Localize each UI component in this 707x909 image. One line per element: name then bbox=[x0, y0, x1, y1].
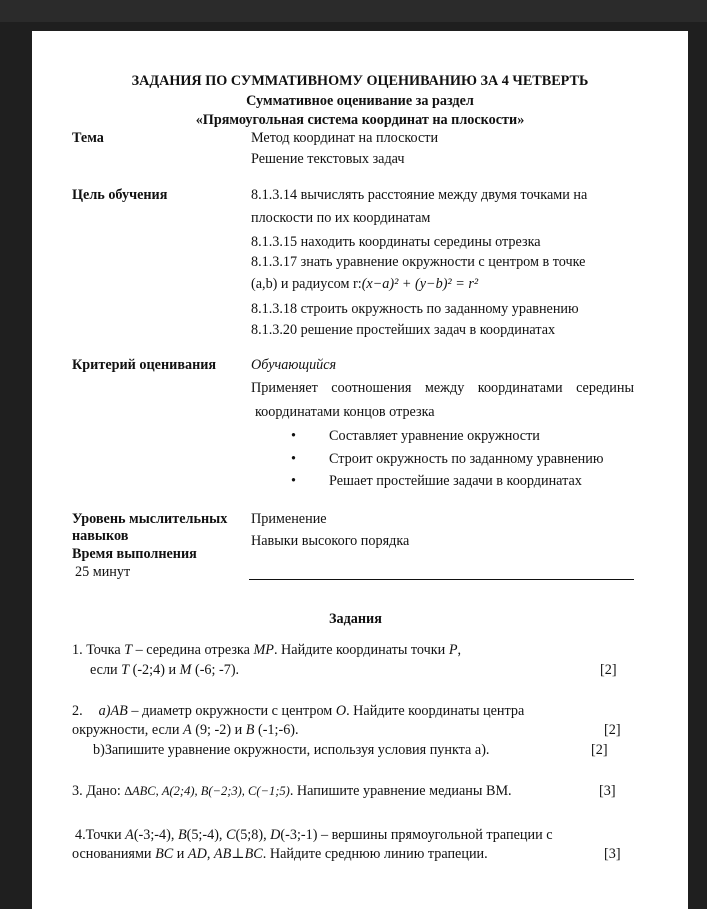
goal-1b: плоскости по их координатам bbox=[251, 210, 431, 226]
criteria-intro: Обучающийся bbox=[251, 357, 337, 373]
goal-label: Цель обучения bbox=[72, 187, 168, 203]
criteria-label: Критерий оценивания bbox=[72, 357, 217, 373]
criteria-bullet-2: Строит окружность по заданному уравнению bbox=[329, 451, 604, 467]
task-1-text: . Найдите координаты точки bbox=[273, 642, 449, 658]
time-label: Время выполнения bbox=[72, 546, 197, 562]
point-B: B bbox=[245, 722, 255, 738]
task-4-text: основаниями bbox=[72, 846, 156, 862]
point-T: T bbox=[121, 662, 130, 678]
task-4-score: [3] bbox=[604, 846, 621, 862]
criteria-line-2: координатами концов отрезка bbox=[255, 404, 435, 420]
task-1-text: – середина отрезка bbox=[132, 642, 254, 658]
task-2-text: (9; -2) и bbox=[191, 722, 246, 738]
doc-subtitle: Суммативное оценивание за раздел bbox=[246, 93, 474, 109]
task-3-text: 3. Дано: bbox=[72, 783, 125, 799]
task-4-text: (5;8), bbox=[235, 827, 271, 843]
goal-2: 8.1.3.15 находить координаты середины отрезка bbox=[251, 234, 541, 250]
point-A: A bbox=[183, 722, 192, 738]
task-1-line-2 bbox=[90, 661, 239, 679]
task-2-part-a: a) bbox=[98, 703, 111, 719]
document-page bbox=[32, 31, 688, 909]
goal-3a: 8.1.3.17 знать уравнение окружности с центром в точке bbox=[251, 254, 586, 270]
task-1-text: , bbox=[457, 642, 462, 658]
task-3-text: . Напишите уравнение медианы BM. bbox=[289, 783, 512, 799]
level-label-1: Уровень мыслительных bbox=[72, 511, 228, 527]
task-3-points: A(2;4), B(−2;3), C(−1;5) bbox=[161, 784, 290, 798]
goal-3b bbox=[251, 275, 478, 293]
level-label-2: навыков bbox=[72, 528, 129, 544]
point-D: D bbox=[270, 827, 281, 843]
segment-MP: MP bbox=[253, 642, 274, 658]
task-4-text: , bbox=[206, 846, 214, 862]
task-2-text: окружности, если bbox=[72, 722, 183, 738]
task-2a-score: [2] bbox=[604, 722, 621, 738]
section-title: «Прямоугольная система координат на плоскости» bbox=[195, 112, 525, 128]
task-4-text: (5;-4), bbox=[186, 827, 227, 843]
task-2-line-1 bbox=[72, 702, 524, 720]
level-value-2: Навыки высокого порядка bbox=[251, 533, 410, 549]
goal-4: 8.1.3.18 строить окружность по заданному уравнению bbox=[251, 301, 579, 317]
task-2-text: . Найдите координаты центра bbox=[346, 703, 525, 719]
point-O: O bbox=[335, 703, 347, 719]
task-2-text: – диаметр окружности с центром bbox=[127, 703, 336, 719]
segment-AB: AB bbox=[110, 703, 128, 719]
topic-value-2: Решение текстовых задач bbox=[251, 151, 405, 167]
task-1-score: [2] bbox=[600, 662, 617, 678]
task-4-text: 4.Точки bbox=[75, 827, 126, 843]
point-M: M bbox=[179, 662, 192, 678]
level-value-1: Применение bbox=[251, 511, 327, 527]
task-1-text: (-2;4) и bbox=[129, 662, 180, 678]
task-4-text: и bbox=[173, 846, 188, 862]
bullet-dot: • bbox=[291, 428, 296, 444]
goal-3b-text: (a,b) и радиусом r: bbox=[251, 276, 362, 292]
criteria-bullet-1: Составляет уравнение окружности bbox=[329, 428, 540, 444]
point-B: B bbox=[177, 827, 187, 843]
point-C: C bbox=[226, 827, 236, 843]
task-2-text: (-1;-6). bbox=[254, 722, 299, 738]
goal-1a: 8.1.3.14 вычислять расстояние между двумя точками на bbox=[251, 187, 588, 203]
criteria-line-1: Применяет соотношения между координатами середины bbox=[251, 380, 634, 396]
task-4-text: (-3;-1) – вершины прямоугольной трапеции с bbox=[280, 827, 553, 843]
criteria-bullet-3: Решает простейшие задачи в координатах bbox=[329, 473, 582, 489]
task-1-line-1 bbox=[72, 641, 461, 659]
triangle-ABC: ∆ABC bbox=[124, 784, 156, 798]
doc-title: ЗАДАНИЯ ПО СУММАТИВНОМУ ОЦЕНИВАНИЮ ЗА 4 ЧЕТВЕРТЬ bbox=[131, 73, 589, 89]
bullet-dot: • bbox=[291, 473, 296, 489]
point-A: A bbox=[125, 827, 134, 843]
task-4-text: (-3;-4), bbox=[133, 827, 178, 843]
segment-BC: BC bbox=[155, 846, 174, 862]
task-2-line-2 bbox=[72, 721, 299, 739]
task-2b-score: [2] bbox=[591, 742, 608, 758]
topic-label: Тема bbox=[72, 130, 104, 146]
task-4-text: . Найдите среднюю линию трапеции. bbox=[262, 846, 488, 862]
segment-AD: AD bbox=[187, 846, 207, 862]
viewer-top-bar bbox=[0, 0, 707, 22]
task-3-score: [3] bbox=[599, 783, 616, 799]
circle-equation-formula: (x−a)² + (y−b)² = r² bbox=[361, 276, 479, 292]
divider-line bbox=[249, 579, 634, 580]
bullet-dot: • bbox=[291, 451, 296, 467]
task-4-line-2 bbox=[72, 845, 488, 863]
task-2-number: 2. bbox=[72, 703, 83, 719]
task-2-line-3: b)Запишите уравнение окружности, используя условия пункта а). bbox=[93, 742, 490, 758]
task-1-text: 1. Точка bbox=[72, 642, 125, 658]
time-value: 25 минут bbox=[75, 564, 131, 580]
tasks-heading: Задания bbox=[329, 611, 382, 627]
perpendicular-AB-BC: AB⊥BC bbox=[213, 846, 263, 862]
point-T: T bbox=[124, 642, 133, 658]
goal-5: 8.1.3.20 решение простейших задач в координатах bbox=[251, 322, 556, 338]
topic-value-1: Метод координат на плоскости bbox=[251, 130, 439, 146]
task-1-text: (-6; -7). bbox=[191, 662, 240, 678]
point-P: P bbox=[448, 642, 458, 658]
task-1-text: если bbox=[90, 662, 122, 678]
task-3-line: 3. Дано: ∆ABC, A(2;4), B(−2;3), C(−1;5). Напишите уравнение медианы BM. bbox=[72, 783, 512, 799]
task-4-line-1 bbox=[75, 826, 553, 844]
